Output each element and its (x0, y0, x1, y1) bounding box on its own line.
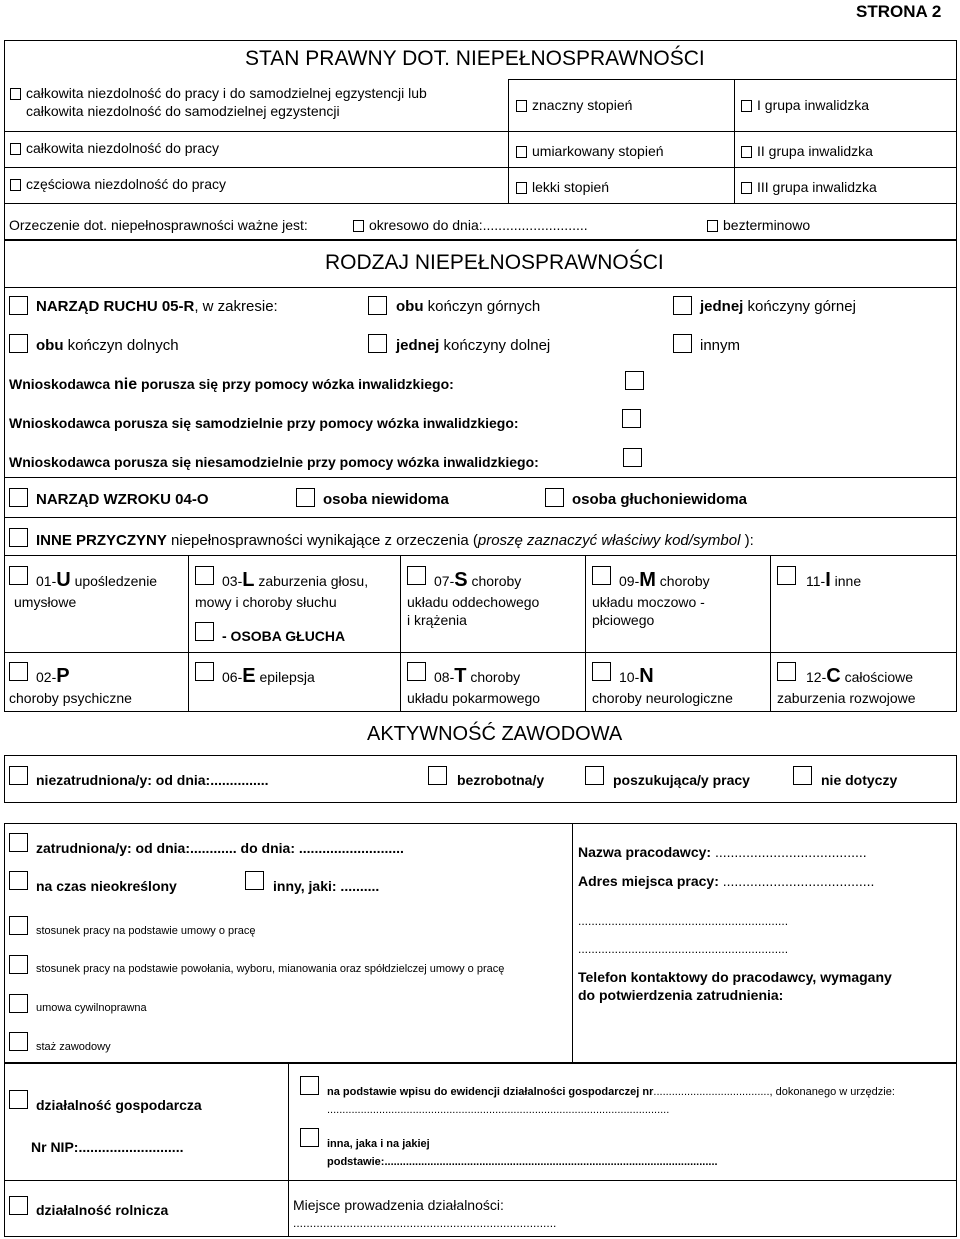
cywilnoprawna-checkbox[interactable] (9, 994, 28, 1013)
nazwa-dots: ....................................... (711, 844, 867, 860)
gluchoniewidoma-label: osoba głuchoniewidoma (572, 491, 748, 508)
codes-divider-3 (585, 555, 586, 711)
opt3-label: częściowa niezdolność do pracy (26, 176, 226, 192)
gluchoniewidoma-checkbox[interactable] (545, 488, 564, 507)
rolnicza-label: działalność rolnicza (36, 1202, 169, 1218)
code-03-text: zaburzenia głosu, (254, 573, 369, 589)
wozek-1-checkbox[interactable] (625, 371, 644, 390)
wpis-line-1a: na podstawie wpisu do ewidencji działalności gospodarczej nr (327, 1086, 654, 1098)
codes-divider-4 (770, 555, 771, 711)
innym-label: innym (700, 337, 741, 354)
umowa-prace-checkbox[interactable] (9, 916, 28, 935)
adres-dots-line-1: ............................................................... (578, 914, 789, 928)
code-12-code: 12- (806, 669, 827, 685)
telefon-label-1: Telefon kontaktowy do pracodawcy, wymagany (578, 969, 892, 985)
code-07-text: choroby (467, 573, 522, 589)
code-02-letter: P (56, 665, 70, 687)
valid-periodic-label: okresowo do dnia:........................... (369, 217, 588, 233)
umowa-prace-label: stosunek pracy na podstawie umowy o pracę (36, 925, 256, 937)
niewidoma-checkbox[interactable] (296, 488, 315, 507)
stan-divider-2 (734, 79, 735, 203)
zatrudniona-label: zatrudniona/y: od dnia:............ do dnia: ........................... (36, 840, 404, 856)
miejsce-label: Miejsce prowadzenia działalności: (293, 1197, 504, 1213)
grp1-label: I grupa inwalidzka (757, 97, 870, 113)
wpis-line-2: ................................................................................................................ (327, 1104, 670, 1116)
employment-divider (572, 823, 573, 1063)
code-12-checkbox[interactable] (777, 662, 796, 681)
wpis-line-1b: ......................................, dokonanego w urzędzie: (653, 1086, 895, 1098)
code-11-text: inne (830, 573, 862, 589)
code-02-checkbox[interactable] (9, 662, 28, 681)
codes-bottom-line (4, 711, 957, 712)
powolanie-label: stosunek pracy na podstawie powołania, wyboru, mianowania oraz spółdzielczej umowy o pracę (36, 963, 505, 975)
nip-label: Nr NIP:........................... (31, 1139, 184, 1155)
code-07-letter: S (454, 569, 468, 591)
opt1-label-2: całkowita niezdolność do samodzielnej egzystencji (26, 103, 340, 119)
code-09-text: choroby (655, 573, 710, 589)
code-06-code: 06- (222, 669, 243, 685)
deg3-checkbox[interactable] (516, 182, 527, 194)
ruch-right-line (956, 288, 957, 478)
inny-label: inny, jaki: .......... (273, 878, 380, 894)
wozek-2-checkbox[interactable] (622, 409, 641, 428)
code-06-letter: E (242, 665, 256, 687)
code-11-code: 11- (806, 573, 826, 589)
valid-indef-checkbox[interactable] (707, 220, 718, 232)
obu-dolne-label (36, 337, 179, 354)
deg2-label: umiarkowany stopień (532, 143, 664, 159)
obu-gorne-checkbox[interactable] (368, 296, 387, 315)
rodzaj-title: RODZAJ NIEPEŁNOSPRAWNOŚCI (325, 251, 664, 274)
wozek-1-nie: nie (114, 376, 138, 393)
code-01-line1 (36, 569, 157, 592)
inne-end: ): (740, 532, 754, 549)
code-02-code: 02- (36, 669, 57, 685)
ruch-left-line (4, 288, 5, 478)
stan-title: STAN PRAWNY DOT. NIEPEŁNOSPRAWNOŚCI (245, 47, 705, 70)
code-08-text: choroby (466, 669, 521, 685)
telefon-label-2: do potwierdzenia zatrudnienia: (578, 987, 784, 1003)
code-03-line2: mowy i choroby słuchu (195, 594, 337, 610)
code-01-text: upośledzenie (70, 573, 158, 589)
wozek-2-label: Wnioskodawca porusza się samodzielnie przy pomocy wózka inwalidzkiego: (9, 415, 519, 431)
code-10-checkbox[interactable] (592, 662, 611, 681)
valid-label: Orzeczenie dot. niepełnosprawności ważne jest: (9, 217, 308, 233)
code-11-line1 (806, 569, 861, 592)
nieokreslony-label: na czas nieokreślony (36, 878, 177, 894)
bezrobotna-label: bezrobotna/y (457, 772, 545, 788)
rolnicza-checkbox[interactable] (9, 1196, 28, 1215)
adres-dots-line-2: ............................................................... (578, 942, 789, 956)
obu-word-2: obu (36, 337, 64, 354)
codes-top-line (4, 555, 957, 556)
wzrok-checkbox[interactable] (9, 488, 28, 507)
stan-top-line (508, 79, 957, 80)
inna-checkbox[interactable] (300, 1128, 319, 1147)
wzrok-label: NARZĄD WZROKU 04-O (36, 491, 209, 508)
code-07-code: 07- (434, 573, 455, 589)
opt2-checkbox[interactable] (10, 143, 21, 155)
cywilnoprawna-label: umowa cywilnoprawna (36, 1002, 147, 1014)
stan-row-line-3 (4, 203, 957, 204)
opt1-checkbox[interactable] (10, 88, 21, 100)
deg2-checkbox[interactable] (516, 146, 527, 158)
grp2-label: II grupa inwalidzka (757, 143, 873, 159)
code-10-line2: choroby neurologiczne (592, 690, 733, 706)
inna-line-2 (327, 1156, 718, 1168)
obu-gorne-label (396, 298, 540, 315)
rodzaj-right-line (956, 477, 957, 711)
grp2-checkbox[interactable] (741, 146, 752, 158)
code-09-checkbox[interactable] (592, 566, 611, 585)
code-02-line2: choroby psychiczne (9, 690, 132, 706)
code-07-line2: układu oddechowego (407, 594, 540, 610)
code-06-text: epilepsja (255, 669, 315, 685)
opt2-label: całkowita niezdolność do pracy (26, 140, 219, 156)
wpis-checkbox[interactable] (300, 1076, 319, 1095)
nieokreslony-checkbox[interactable] (9, 871, 28, 890)
wozek-3-label: Wnioskodawca porusza się niesamodzielnie przy pomocy wózka inwalidzkiego: (9, 454, 539, 470)
gospodarcza-checkbox[interactable] (9, 1090, 28, 1109)
nie-dotyczy-label: nie dotyczy (821, 772, 898, 788)
codes-mid-line (4, 652, 957, 653)
poszukujaca-label: poszukująca/y pracy (613, 772, 750, 788)
code-08-checkbox[interactable] (407, 662, 426, 681)
code-03-letter: L (242, 569, 255, 591)
code-03-code: 03- (222, 573, 243, 589)
deg3-label: lekki stopień (532, 179, 610, 195)
code-10-letter: N (639, 665, 654, 687)
gospodarcza-label: działalność gospodarcza (36, 1097, 202, 1113)
inna-line-1: inna, jaka i na jakiej (327, 1138, 430, 1150)
poszukujaca-checkbox[interactable] (585, 766, 604, 785)
jednej-dolna-checkbox[interactable] (368, 334, 387, 353)
code-12-text: całościowe (840, 669, 914, 685)
code-08-letter: T (454, 665, 467, 687)
jednej-gorna-label (700, 298, 856, 315)
code-08-line2: układu pokarmowego (407, 690, 541, 706)
adres-pracy (578, 873, 874, 889)
code-07-checkbox[interactable] (407, 566, 426, 585)
staz-label: staż zawodowy (36, 1041, 111, 1053)
code-09-line3: płciowego (592, 612, 655, 628)
grp1-checkbox[interactable] (741, 100, 752, 112)
wpis-line-1 (327, 1086, 895, 1098)
code-09-code: 09- (619, 573, 640, 589)
osoba-glucha-checkbox[interactable] (195, 622, 214, 641)
code-09-line2: układu moczowo - (592, 594, 705, 610)
code-12-line1 (806, 665, 913, 688)
niezatrudniona-checkbox[interactable] (9, 766, 28, 785)
stan-row-line-2 (4, 167, 957, 168)
code-01-line2: umysłowe (14, 594, 77, 610)
code-06-checkbox[interactable] (195, 662, 214, 681)
code-09-line1 (619, 569, 710, 592)
opt1-label-1: całkowita niezdolność do pracy i do samodzielnej egzystencji lub (26, 85, 427, 101)
grp3-label: III grupa inwalidzka (757, 179, 877, 195)
valid-periodic-checkbox[interactable] (353, 220, 364, 232)
opt3-checkbox[interactable] (10, 179, 21, 191)
codes-divider-1 (188, 555, 189, 711)
code-01-checkbox[interactable] (9, 566, 28, 585)
ruch-checkbox[interactable] (9, 296, 28, 315)
rodzaj-left-line (4, 477, 5, 711)
stan-divider-1 (508, 79, 509, 203)
nazwa-pracodawcy (578, 844, 867, 860)
niewidoma-label: osoba niewidoma (323, 491, 449, 508)
nazwa-label: Nazwa pracodawcy: (578, 844, 712, 860)
adres-dots: ....................................... (718, 873, 875, 889)
inna-line-2b: ............................................................................................................. (384, 1156, 718, 1168)
inne-rest: niepełnosprawności wynikające z orzeczenia ( (166, 532, 478, 549)
osoba-glucha-label: - OSOBA GŁUCHA (222, 628, 346, 644)
code-09-letter: M (639, 569, 656, 591)
wzrok-top-line (4, 477, 957, 478)
aktywnosc-title: AKTYWNOŚĆ ZAWODOWA (367, 723, 623, 745)
code-02-line1 (36, 665, 70, 688)
inny-checkbox[interactable] (245, 871, 264, 890)
code-12-letter: C (826, 665, 841, 687)
konczyn-dolnych: kończyn dolnych (63, 337, 179, 354)
code-06-line1 (222, 665, 315, 688)
deg1-label: znaczny stopień (532, 97, 633, 113)
code-10-line1 (619, 665, 654, 688)
wozek-1-b: porusza się przy pomocy wózka inwalidzkiego: (137, 376, 454, 392)
deg1-checkbox[interactable] (516, 100, 527, 112)
jednej-gorna-checkbox[interactable] (673, 296, 692, 315)
code-03-line1 (222, 569, 368, 592)
code-07-line3: i krążenia (407, 612, 467, 628)
jednej-word-2: jednej (396, 337, 440, 354)
code-11-letter: I (825, 569, 831, 591)
konczyn-gornych: kończyn górnych (423, 298, 541, 315)
powolanie-checkbox[interactable] (9, 955, 28, 974)
code-01-code: 01- (36, 573, 57, 589)
code-08-code: 08- (434, 669, 455, 685)
code-12-line2: zaburzenia rozwojowe (777, 690, 916, 706)
grp3-checkbox[interactable] (741, 182, 752, 194)
inna-line-2a: podstawie: (327, 1156, 385, 1168)
stan-row-line-1 (4, 131, 957, 132)
obu-word-1: obu (396, 298, 424, 315)
code-11-checkbox[interactable] (777, 566, 796, 585)
code-03-checkbox[interactable] (195, 566, 214, 585)
jednej-word-1: jednej (700, 298, 744, 315)
valid-indef-label: bezterminowo (723, 217, 811, 233)
nie-dotyczy-checkbox[interactable] (793, 766, 812, 785)
codes-divider-2 (400, 555, 401, 711)
code-08-line1 (434, 665, 520, 688)
obu-dolne-checkbox[interactable] (9, 334, 28, 353)
code-07-line1 (434, 569, 521, 592)
inne-top-line (4, 517, 957, 518)
ruch-rest: , w zakresie: (194, 298, 278, 315)
inne-checkbox[interactable] (9, 528, 28, 547)
wozek-1-label (9, 376, 454, 394)
code-01-letter: U (56, 569, 71, 591)
bezrobotna-checkbox[interactable] (428, 766, 447, 785)
staz-checkbox[interactable] (9, 1032, 28, 1051)
ruch-label (36, 298, 278, 315)
jednej-dolna-label (396, 337, 550, 354)
wozek-1-a: Wnioskodawca (9, 376, 115, 392)
business-mid-line (4, 1180, 957, 1181)
miejsce-dots: ............................................................................... (293, 1216, 557, 1230)
code-10-code: 10- (619, 669, 640, 685)
page-label: STRONA 2 (856, 2, 942, 21)
wozek-3-checkbox[interactable] (623, 448, 642, 467)
inne-bold: INNE PRZYCZYNY (36, 532, 167, 549)
adres-label: Adres miejsca pracy: (578, 873, 719, 889)
inne-label (36, 532, 754, 549)
konczyny-gornej: kończyny górnej (743, 298, 856, 315)
inne-italic: proszę zaznaczyć właściwy kod/symbol (477, 532, 741, 549)
konczyny-dolnej: kończyny dolnej (439, 337, 551, 354)
ruch-bold: NARZĄD RUCHU 05-R (36, 298, 195, 315)
business-divider (288, 1063, 289, 1237)
zatrudniona-checkbox[interactable] (9, 833, 28, 852)
innym-checkbox[interactable] (673, 334, 692, 353)
niezatrudniona-label: niezatrudniona/y: od dnia:............... (36, 772, 269, 788)
